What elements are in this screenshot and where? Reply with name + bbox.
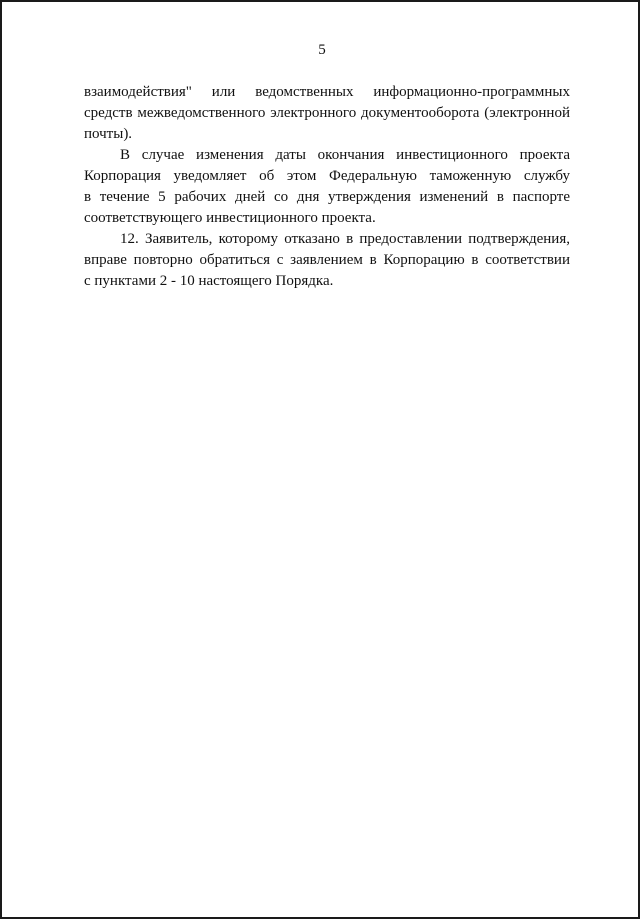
text-line: почты).	[84, 126, 133, 142]
text-line: 12. Заявитель, которому отказано в предоставлении подтверждения,	[120, 231, 570, 247]
text-line: средств межведомственного электронного документооборота (электронной	[84, 105, 570, 121]
text-line: взаимодействия" или ведомственных информационно-программных	[84, 84, 570, 100]
document-body	[84, 82, 570, 292]
text-line: В случае изменения даты окончания инвестиционного проекта	[120, 147, 570, 163]
text-line: Корпорация уведомляет об этом Федеральную таможенную службу	[84, 168, 570, 184]
paragraph-item-12	[84, 229, 570, 292]
page-number: 5	[318, 42, 326, 58]
paragraph-continuation	[84, 82, 570, 145]
text-line: с пунктами 2 - 10 настоящего Порядка.	[84, 273, 334, 289]
text-line: вправе повторно обратиться с заявлением в Корпорацию в соответствии	[84, 252, 570, 268]
text-line: соответствующего инвестиционного проекта.	[84, 210, 376, 226]
paragraph-date-change	[84, 145, 570, 229]
text-line: в течение 5 рабочих дней со дня утверждения изменений в паспорте	[84, 189, 570, 205]
